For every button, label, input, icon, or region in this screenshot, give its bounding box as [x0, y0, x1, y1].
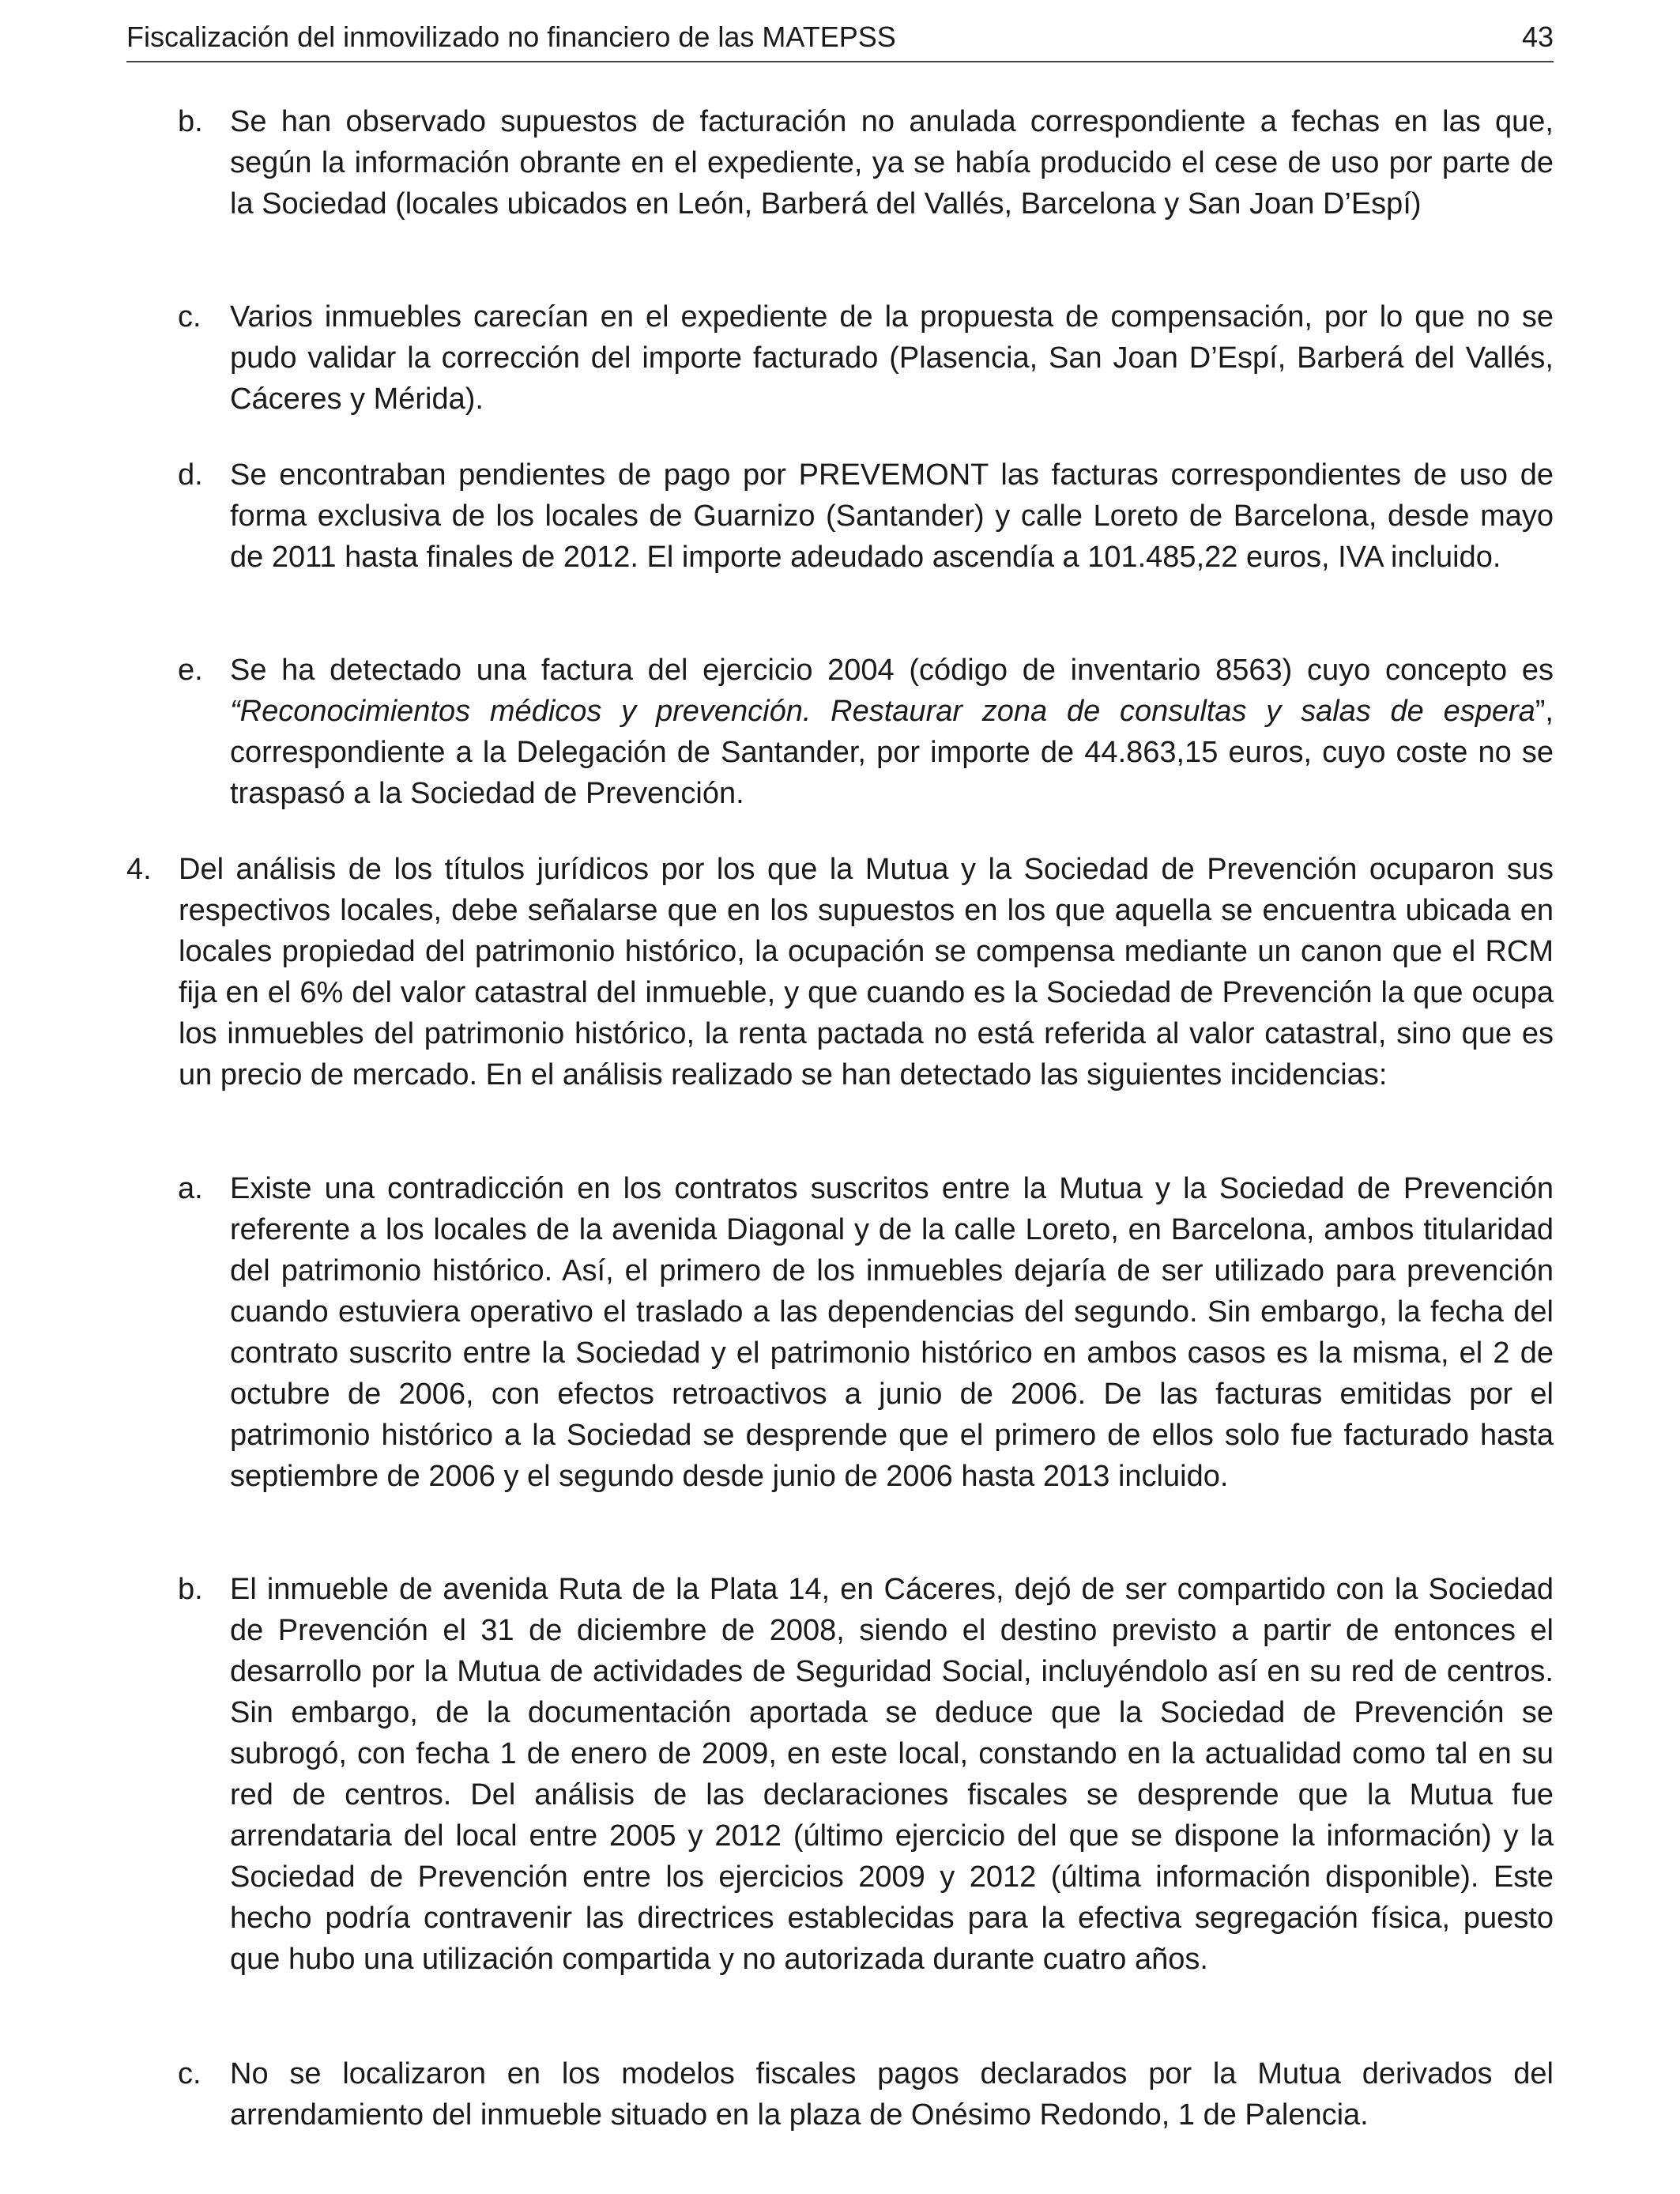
- list-item-text: El inmueble de avenida Ruta de la Plata 14, en Cáceres, dejó de ser compartido con la Sociedad de Prevención el 31 de diciembre de 2008, siendo el destino previsto a partir de entonces el desarrollo por la Mutua de actividades de Seguridad Social, incluyéndolo así en su red de centros. Sin embargo, de la documentación aportada se deduce que la Sociedad de Prevención se subrogó, con fecha 1 de enero de 2009, en este local, constando en la actualidad como tal en su red de centros. Del análisis de las declaraciones fiscales se desprende que la Mutua fue arrendataria del local entre 2005 y 2012 (último ejercicio del que se dispone la información) y la Sociedad de Prevención entre los ejercicios 2009 y 2012 (última información disponible). Este hecho podría contravenir las directrices establecidas para la efectiva segregación física, puesto que hubo una utilización compartida y no autorizada durante cuatro años.: [230, 1573, 1554, 1976]
- list-item-text: Se encontraban pendientes de pago por PREVEMONT las facturas correspondientes de uso de forma exclusiva de los locales de Guarnizo (Santander) y calle Loreto de Barcelona, desde mayo de 2011 hasta finales de 2012. El importe adeudado ascendía a 101.485,22 euros, IVA incluido.: [230, 458, 1554, 574]
- list-marker: a.: [178, 1172, 203, 1205]
- list-marker: b.: [178, 1573, 203, 1606]
- list-marker: b.: [178, 105, 203, 138]
- list-marker: d.: [178, 458, 203, 492]
- list-item-e: [178, 650, 1554, 814]
- text-part: Se ha detectado una factura del ejercicio 2004 (código de inventario 8563) cuyo concepto es: [230, 654, 1554, 687]
- list-item-a: [178, 1168, 1554, 1497]
- list-marker: c.: [178, 2057, 202, 2090]
- list-item-b-2: [178, 1569, 1554, 1980]
- list-item-c-2: [178, 2053, 1554, 2136]
- list-marker: c.: [178, 300, 202, 334]
- list-item-text: Varios inmuebles carecían en el expediente de la propuesta de compensación, por lo que no se pudo validar la corrección del importe facturado (Plasencia, San Joan D’Espí, Barberá del Vallés, Cáceres y Mérida).: [230, 300, 1554, 416]
- page-header: [126, 17, 1554, 57]
- paragraph-number: 4.: [126, 853, 152, 886]
- numbered-paragraph-4: [126, 849, 1554, 1095]
- list-item-c: [178, 296, 1554, 420]
- header-divider: [126, 61, 1554, 62]
- list-item-text: [230, 650, 1554, 814]
- list-item-text: No se localizaron en los modelos fiscales pagos declarados por la Mutua derivados del arrendamiento del inmueble situado en la plaza de Onésimo Redondo, 1 de Palencia.: [230, 2057, 1554, 2132]
- list-item-text: Existe una contradicción en los contratos suscritos entre la Mutua y la Sociedad de Prevención referente a los locales de la avenida Diagonal y de la calle Loreto, en Barcelona, ambos titularidad del patrimonio histórico. Así, el primero de los inmuebles dejaría de ser utilizado para prevención cuando estuviera operativo el traslado a las dependencias del segundo. Sin embargo, la fecha del contrato suscrito entre la Sociedad y el patrimonio histórico en ambos casos es la misma, el 2 de octubre de 2006, con efectos retroactivos a junio de 2006. De las facturas emitidas por el patrimonio histórico a la Sociedad se desprende que el primero de ellos solo fue facturado hasta septiembre de 2006 y el segundo desde junio de 2006 hasta 2013 incluido.: [230, 1172, 1554, 1493]
- list-marker: e.: [178, 654, 203, 687]
- list-item-d: [178, 454, 1554, 578]
- paragraph-text: Del análisis de los títulos jurídicos por los que la Mutua y la Sociedad de Prevención ocuparon sus respectivos locales, debe señalarse que en los supuestos en los que aquella se encuentra ubicada en locales propiedad del patrimonio histórico, la ocupación se compensa mediante un canon que el RCM fija en el 6% del valor catastral del inmueble, y que cuando es la Sociedad de Prevención la que ocupa los inmuebles del patrimonio histórico, la renta pactada no está referida al valor catastral, sino que es un precio de mercado. En el análisis realizado se han detectado las siguientes incidencias:: [179, 853, 1554, 1091]
- text-part: ”, correspondiente a la Delegación de Santander, por importe de 44.863,15 euros, cuyo coste no se traspasó a la Sociedad de Prevención.: [230, 695, 1554, 810]
- quoted-concept: “Reconocimientos médicos y prevención. Restaurar zona de consultas y salas de espera: [230, 695, 1535, 728]
- list-item-b: [178, 101, 1554, 224]
- list-item-text: Se han observado supuestos de facturación no anulada correspondiente a fechas en las que, según la información obrante en el expediente, ya se había producido el cese de uso por parte de la Sociedad (locales ubicados en León, Barberá del Vallés, Barcelona y San Joan D’Espí): [230, 105, 1554, 221]
- header-title: Fiscalización del inmovilizado no financiero de las MATEPSS: [126, 21, 896, 53]
- page-number: 43: [1521, 21, 1554, 53]
